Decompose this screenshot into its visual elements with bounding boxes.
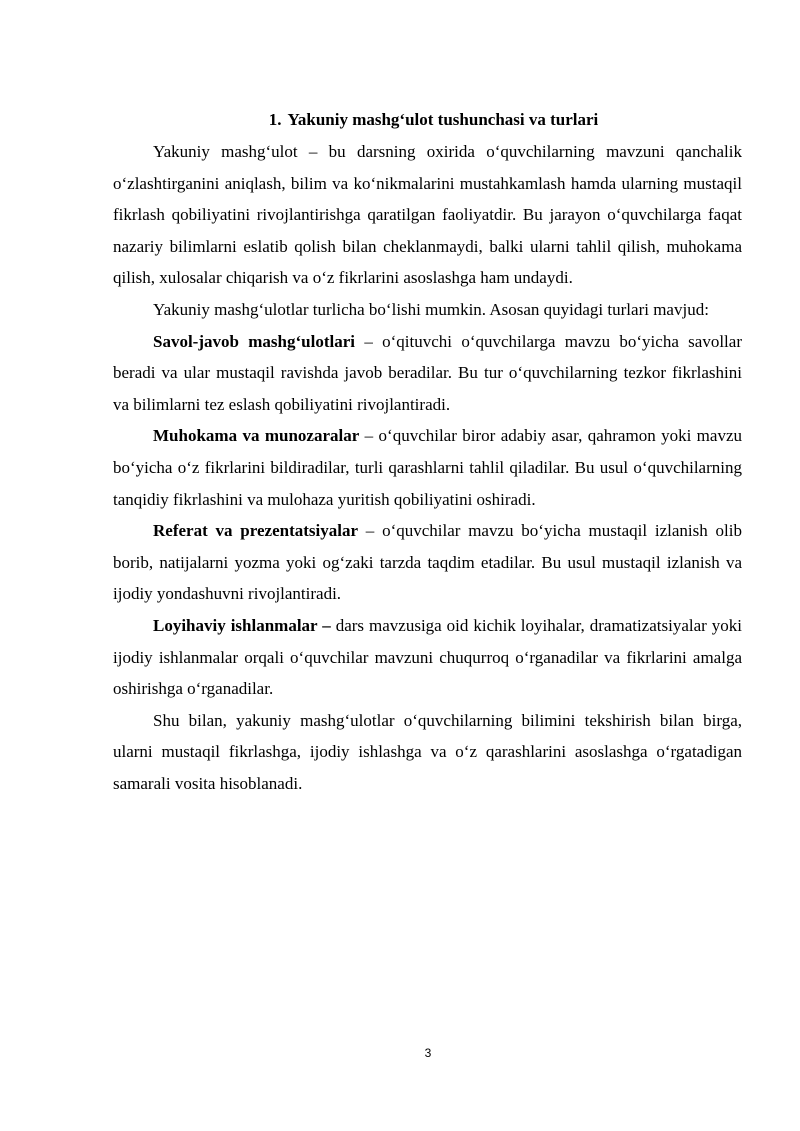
- paragraph-lead: Muhokama va munozaralar: [153, 426, 360, 446]
- paragraph-referat: [113, 515, 742, 610]
- paragraph-muhokama: [113, 420, 742, 515]
- paragraph-loyihaviy: [113, 610, 742, 705]
- paragraph-text: dars mavzusiga oid kichik loyihalar, dramatizatsiyalar yoki ijodiy ishlanmalar orqali o‘quvchilar mavzuni chuqurroq o‘rganadilar va fikrlarini amalga oshirishga o‘rganadilar.: [113, 615, 742, 699]
- paragraph-text: Yakuniy mashg‘ulotlar turlicha bo‘lishi mumkin. Asosan quyidagi turlari mavjud:: [153, 299, 709, 319]
- paragraph-text: – o‘qituvchi o‘quvchilarga mavzu bo‘yicha savollar beradi va ular mustaqil ravishda javob beradilar. Bu tur o‘quvchilarning tezkor fikrlashini va bilimlarni tez eslash qobiliyatini rivojlantiradi.: [113, 331, 742, 414]
- document-page: [113, 104, 742, 799]
- paragraph-conclusion: [113, 705, 742, 800]
- section-title: Yakuniy mashg‘ulot tushunchasi va turlari: [287, 110, 599, 129]
- paragraph-text: Yakuniy mashg‘ulot – bu darsning oxirida o‘quvchilarning mavzuni qanchalik o‘zlashtirganini aniqlash, bilim va ko‘nikmalarini mustahkamlash hamda ularning mustaqil fikrlash qobiliyatini rivojlantirishga qaratilgan faoliyatdir. Bu jarayon o‘quvchilarga faqat nazariy bilimlarni eslatib qolish bilan cheklanmaydi, balki ularni tahlil qilish, muhokama qilish, xulosalar chiqarish va o‘z fikrlarini asoslashga ham undaydi.: [113, 142, 742, 288]
- paragraph-text: – o‘quvchilar mavzu bo‘yicha mustaqil izlanish olib borib, natijalarni yozma yoki og‘zaki tarzda taqdim etadilar. Bu usul mustaqil izlanish va ijodiy yondashuvni rivojlantiradi.: [113, 521, 742, 604]
- paragraph-types-intro: [113, 294, 742, 326]
- paragraph-text: – o‘quvchilar biror adabiy asar, qahramon yoki mavzu bo‘yicha o‘z fikrlarini bildiradilar, turli qarashlarni tahlil qiladilar. Bu usul o‘quvchilarning tanqidiy fikrlashini va mulohaza yuritish qobiliyatini oshiradi.: [113, 426, 742, 509]
- section-number: 1.: [268, 110, 282, 129]
- paragraph-text: Shu bilan, yakuniy mashg‘ulotlar o‘quvchilarning bilimini tekshirish bilan birga, ularni mustaqil fikrlashga, ijodiy ishlashga va o‘z qarashlarini asoslashga o‘rgatadigan samarali vosita hisoblanadi.: [113, 710, 742, 793]
- paragraph-lead: Loyihaviy ishlanmalar –: [153, 615, 331, 635]
- paragraph-savol-javob: [113, 326, 742, 421]
- paragraph-definition: [113, 136, 742, 294]
- paragraph-lead: Referat va prezentatsiyalar: [153, 521, 359, 541]
- page-number: 3: [424, 1046, 432, 1060]
- paragraph-lead: Savol-javob mashg‘ulotlari: [153, 331, 355, 351]
- section-heading: [113, 104, 742, 136]
